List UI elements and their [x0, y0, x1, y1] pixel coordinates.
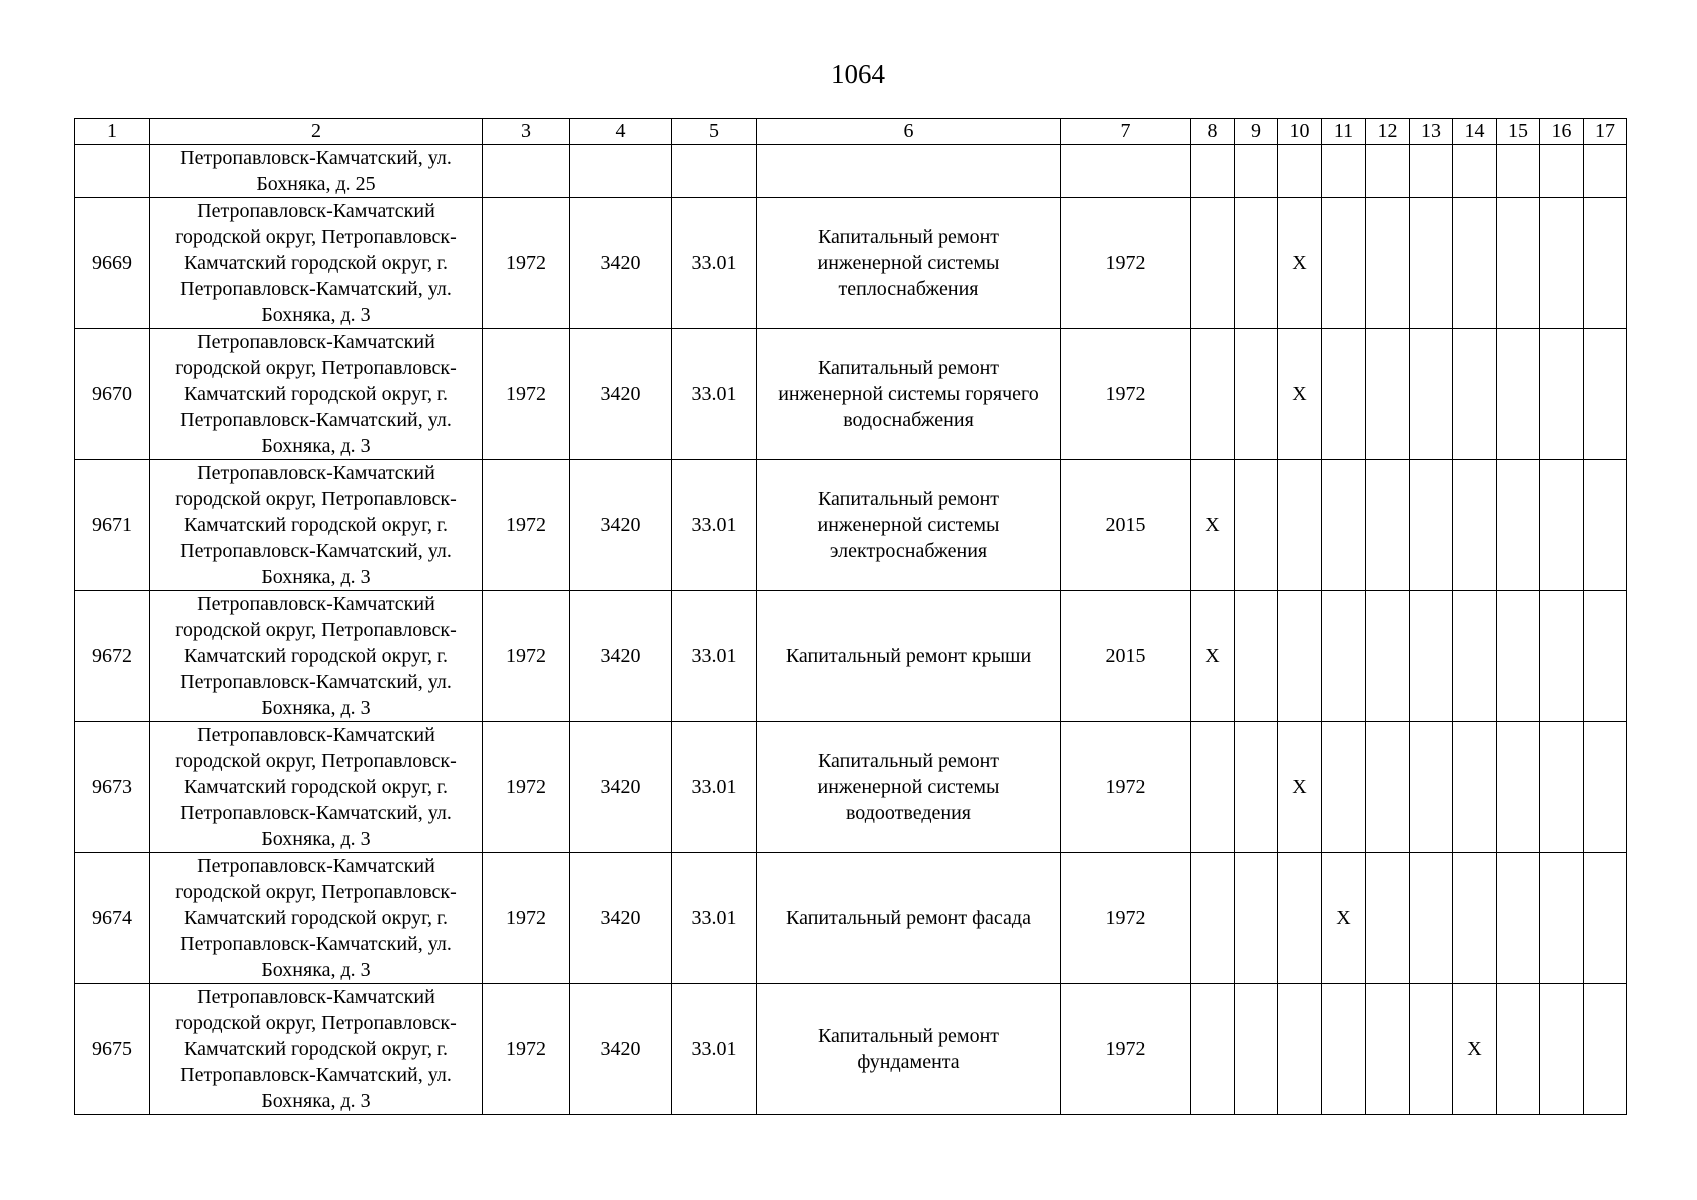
mark-col-14	[1453, 591, 1497, 722]
mark-col-16	[1540, 329, 1584, 460]
works-table	[74, 118, 1627, 1115]
mark-col-14: X	[1453, 984, 1497, 1115]
col-7-value: 1972	[1061, 198, 1191, 329]
mark-col-13	[1410, 460, 1453, 591]
mark-col-16	[1540, 722, 1584, 853]
mark-col-12	[1366, 591, 1410, 722]
col-7-value: 2015	[1061, 460, 1191, 591]
mark-col-15	[1497, 198, 1540, 329]
column-header: 9	[1235, 119, 1278, 145]
col-3-value: 1972	[483, 460, 570, 591]
address: Петропавловск-Камчатский городской округ, Петропавловск-Камчатский городской округ, г. Петропавловск-Камчатский, ул. Бохняка, д. 3	[150, 853, 483, 984]
mark-col-16	[1540, 460, 1584, 591]
mark-col-13	[1410, 329, 1453, 460]
col-4-value: 3420	[570, 984, 672, 1115]
mark-col-10	[1278, 460, 1322, 591]
mark-col-12	[1366, 329, 1410, 460]
col-7-value: 1972	[1061, 722, 1191, 853]
col-5-value: 33.01	[672, 460, 757, 591]
mark-col-15	[1497, 145, 1540, 198]
work-description: Капитальный ремонт крыши	[757, 591, 1061, 722]
mark-col-11	[1322, 329, 1366, 460]
mark-col-12	[1366, 145, 1410, 198]
record-number: 9670	[75, 329, 150, 460]
table-row	[75, 591, 1627, 722]
col-7-value: 2015	[1061, 591, 1191, 722]
col-4-value: 3420	[570, 198, 672, 329]
mark-col-13	[1410, 145, 1453, 198]
col-4-value: 3420	[570, 460, 672, 591]
column-header: 7	[1061, 119, 1191, 145]
mark-col-14	[1453, 853, 1497, 984]
mark-col-9	[1235, 984, 1278, 1115]
record-number: 9675	[75, 984, 150, 1115]
address: Петропавловск-Камчатский городской округ, Петропавловск-Камчатский городской округ, г. Петропавловск-Камчатский, ул. Бохняка, д. 3	[150, 329, 483, 460]
mark-col-11	[1322, 198, 1366, 329]
mark-col-8: X	[1191, 460, 1235, 591]
mark-col-10: X	[1278, 329, 1322, 460]
column-header: 16	[1540, 119, 1584, 145]
col-7-value: 1972	[1061, 853, 1191, 984]
mark-col-17	[1584, 722, 1627, 853]
mark-col-11	[1322, 722, 1366, 853]
mark-col-13	[1410, 591, 1453, 722]
mark-col-10	[1278, 145, 1322, 198]
mark-col-16	[1540, 145, 1584, 198]
col-7-value: 1972	[1061, 984, 1191, 1115]
mark-col-13	[1410, 853, 1453, 984]
mark-col-12	[1366, 984, 1410, 1115]
mark-col-11: X	[1322, 853, 1366, 984]
mark-col-15	[1497, 853, 1540, 984]
mark-col-12	[1366, 460, 1410, 591]
mark-col-10	[1278, 591, 1322, 722]
column-header: 4	[570, 119, 672, 145]
mark-col-11	[1322, 984, 1366, 1115]
mark-col-12	[1366, 853, 1410, 984]
mark-col-17	[1584, 460, 1627, 591]
table-row	[75, 145, 1627, 198]
column-header: 14	[1453, 119, 1497, 145]
col-7-value: 1972	[1061, 329, 1191, 460]
mark-col-17	[1584, 984, 1627, 1115]
col-5-value	[672, 145, 757, 198]
mark-col-11	[1322, 591, 1366, 722]
mark-col-17	[1584, 329, 1627, 460]
mark-col-9	[1235, 329, 1278, 460]
mark-col-9	[1235, 722, 1278, 853]
mark-col-17	[1584, 145, 1627, 198]
mark-col-15	[1497, 329, 1540, 460]
mark-col-9	[1235, 853, 1278, 984]
mark-col-17	[1584, 853, 1627, 984]
col-4-value: 3420	[570, 853, 672, 984]
mark-col-9	[1235, 198, 1278, 329]
mark-col-14	[1453, 460, 1497, 591]
col-4-value: 3420	[570, 722, 672, 853]
col-4-value	[570, 145, 672, 198]
address: Петропавловск-Камчатский городской округ, Петропавловск-Камчатский городской округ, г. Петропавловск-Камчатский, ул. Бохняка, д. 3	[150, 591, 483, 722]
table-row	[75, 329, 1627, 460]
table-row	[75, 198, 1627, 329]
work-description	[757, 145, 1061, 198]
col-5-value: 33.01	[672, 198, 757, 329]
col-5-value: 33.01	[672, 984, 757, 1115]
column-header: 8	[1191, 119, 1235, 145]
col-3-value: 1972	[483, 984, 570, 1115]
mark-col-9	[1235, 145, 1278, 198]
col-5-value: 33.01	[672, 329, 757, 460]
work-description: Капитальный ремонт инженерной системы теплоснабжения	[757, 198, 1061, 329]
column-header: 12	[1366, 119, 1410, 145]
column-header: 13	[1410, 119, 1453, 145]
mark-col-8	[1191, 853, 1235, 984]
mark-col-17	[1584, 591, 1627, 722]
record-number: 9672	[75, 591, 150, 722]
col-3-value: 1972	[483, 198, 570, 329]
mark-col-17	[1584, 198, 1627, 329]
address: Петропавловск-Камчатский, ул. Бохняка, д. 25	[150, 145, 483, 198]
mark-col-13	[1410, 984, 1453, 1115]
mark-col-13	[1410, 722, 1453, 853]
column-header: 1	[75, 119, 150, 145]
mark-col-8: X	[1191, 591, 1235, 722]
mark-col-8	[1191, 329, 1235, 460]
mark-col-15	[1497, 591, 1540, 722]
column-header: 6	[757, 119, 1061, 145]
mark-col-12	[1366, 198, 1410, 329]
address: Петропавловск-Камчатский городской округ, Петропавловск-Камчатский городской округ, г. Петропавловск-Камчатский, ул. Бохняка, д. 3	[150, 722, 483, 853]
record-number: 9669	[75, 198, 150, 329]
mark-col-12	[1366, 722, 1410, 853]
mark-col-10	[1278, 984, 1322, 1115]
table-row	[75, 722, 1627, 853]
record-number: 9673	[75, 722, 150, 853]
mark-col-10	[1278, 853, 1322, 984]
col-4-value: 3420	[570, 591, 672, 722]
col-3-value: 1972	[483, 591, 570, 722]
col-5-value: 33.01	[672, 722, 757, 853]
mark-col-8	[1191, 145, 1235, 198]
work-description: Капитальный ремонт инженерной системы горячего водоснабжения	[757, 329, 1061, 460]
column-header: 2	[150, 119, 483, 145]
mark-col-10: X	[1278, 722, 1322, 853]
work-description: Капитальный ремонт фундамента	[757, 984, 1061, 1115]
work-description: Капитальный ремонт инженерной системы водоотведения	[757, 722, 1061, 853]
col-3-value: 1972	[483, 722, 570, 853]
column-header: 15	[1497, 119, 1540, 145]
mark-col-16	[1540, 198, 1584, 329]
mark-col-14	[1453, 329, 1497, 460]
mark-col-10: X	[1278, 198, 1322, 329]
mark-col-14	[1453, 198, 1497, 329]
col-3-value: 1972	[483, 853, 570, 984]
page-number: 1064	[831, 59, 885, 89]
mark-col-11	[1322, 460, 1366, 591]
mark-col-16	[1540, 984, 1584, 1115]
table-row	[75, 853, 1627, 984]
mark-col-13	[1410, 198, 1453, 329]
mark-col-9	[1235, 591, 1278, 722]
mark-col-14	[1453, 145, 1497, 198]
work-description: Капитальный ремонт фасада	[757, 853, 1061, 984]
mark-col-11	[1322, 145, 1366, 198]
column-header: 17	[1584, 119, 1627, 145]
record-number: 9671	[75, 460, 150, 591]
mark-col-16	[1540, 591, 1584, 722]
address: Петропавловск-Камчатский городской округ, Петропавловск-Камчатский городской округ, г. Петропавловск-Камчатский, ул. Бохняка, д. 3	[150, 460, 483, 591]
mark-col-8	[1191, 984, 1235, 1115]
table-row	[75, 984, 1627, 1115]
col-3-value: 1972	[483, 329, 570, 460]
mark-col-8	[1191, 198, 1235, 329]
mark-col-9	[1235, 460, 1278, 591]
column-header: 10	[1278, 119, 1322, 145]
mark-col-16	[1540, 853, 1584, 984]
column-header: 5	[672, 119, 757, 145]
mark-col-15	[1497, 460, 1540, 591]
address: Петропавловск-Камчатский городской округ, Петропавловск-Камчатский городской округ, г. Петропавловск-Камчатский, ул. Бохняка, д. 3	[150, 198, 483, 329]
table-row	[75, 460, 1627, 591]
column-header: 3	[483, 119, 570, 145]
column-header: 11	[1322, 119, 1366, 145]
mark-col-14	[1453, 722, 1497, 853]
work-description: Капитальный ремонт инженерной системы электроснабжения	[757, 460, 1061, 591]
record-number	[75, 145, 150, 198]
col-5-value: 33.01	[672, 853, 757, 984]
mark-col-15	[1497, 984, 1540, 1115]
col-3-value	[483, 145, 570, 198]
address: Петропавловск-Камчатский городской округ, Петропавловск-Камчатский городской округ, г. Петропавловск-Камчатский, ул. Бохняка, д. 3	[150, 984, 483, 1115]
mark-col-8	[1191, 722, 1235, 853]
col-4-value: 3420	[570, 329, 672, 460]
record-number: 9674	[75, 853, 150, 984]
mark-col-15	[1497, 722, 1540, 853]
col-5-value: 33.01	[672, 591, 757, 722]
col-7-value	[1061, 145, 1191, 198]
header-row	[75, 119, 1627, 145]
